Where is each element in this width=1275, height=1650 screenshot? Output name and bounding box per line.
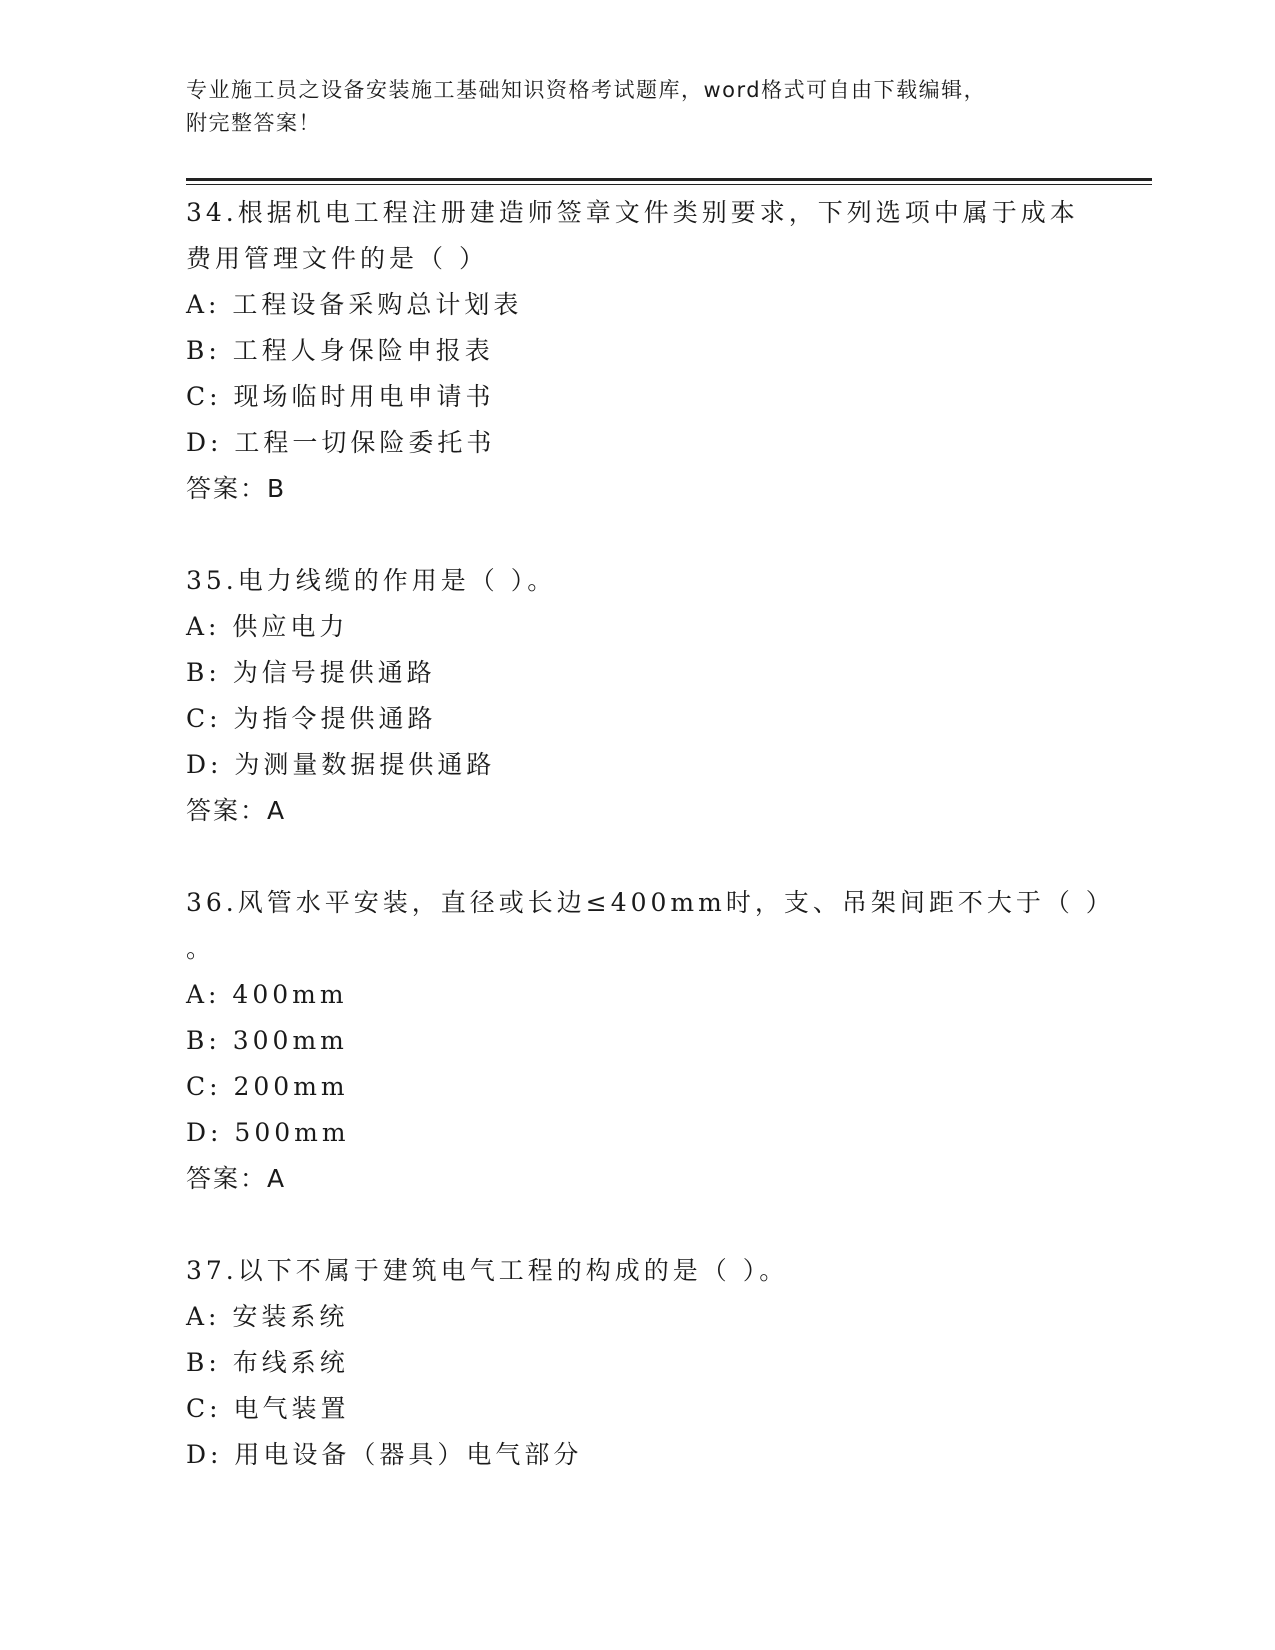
option-d: D: 用电设备（器具）电气部分: [186, 1440, 583, 1469]
option-d: D: 500mm: [186, 1118, 350, 1147]
spacer: [186, 1202, 1086, 1248]
answer: 答案：A: [186, 1164, 287, 1193]
option-b: B: 300mm: [186, 1026, 348, 1055]
question-34: [186, 190, 1086, 512]
option-b: B: 工程人身保险申报表: [186, 336, 494, 365]
header-line-1: 专业施工员之设备安装施工基础知识资格考试题库，word格式可自由下载编辑，: [186, 78, 987, 102]
question-37: [186, 1248, 1086, 1478]
answer: 答案：B: [186, 474, 287, 503]
option-b: B: 为信号提供通路: [186, 658, 436, 687]
question-stem: 37.以下不属于建筑电气工程的构成的是（ ）。: [186, 1256, 789, 1285]
option-c: C: 现场临时用电申请书: [186, 382, 495, 411]
option-a: A: 供应电力: [186, 612, 349, 641]
option-a: A: 安装系统: [186, 1302, 349, 1331]
option-c: C: 电气装置: [186, 1394, 350, 1423]
document-header: [186, 74, 1086, 140]
question-list: [186, 190, 1115, 1478]
question-stem: 36.风管水平安装，直径或长边≤400mm时，支、吊架间距不大于（ ）: [186, 888, 1115, 917]
spacer: [186, 834, 1086, 880]
question-36: [186, 880, 1115, 1202]
question-stem: 35.电力线缆的作用是（ ）。: [186, 566, 557, 595]
question-stem-continued: 。: [186, 934, 216, 963]
question-stem: 34.根据机电工程注册建造师签章文件类别要求，下列选项中属于成本: [186, 198, 1079, 227]
header-divider-thick: [186, 178, 1152, 181]
question-35: [186, 558, 1086, 834]
header-divider-thin: [186, 184, 1152, 185]
spacer: [186, 512, 1086, 558]
option-b: B: 布线系统: [186, 1348, 349, 1377]
question-stem-continued: 费用管理文件的是（ ）: [186, 244, 488, 273]
option-c: C: 为指令提供通路: [186, 704, 437, 733]
option-a: A: 工程设备采购总计划表: [186, 290, 523, 319]
option-d: D: 工程一切保险委托书: [186, 428, 496, 457]
header-line-2: 附完整答案！: [186, 111, 321, 135]
option-d: D: 为测量数据提供通路: [186, 750, 496, 779]
answer: 答案：A: [186, 796, 287, 825]
option-a: A: 400mm: [186, 980, 348, 1009]
option-c: C: 200mm: [186, 1072, 349, 1101]
